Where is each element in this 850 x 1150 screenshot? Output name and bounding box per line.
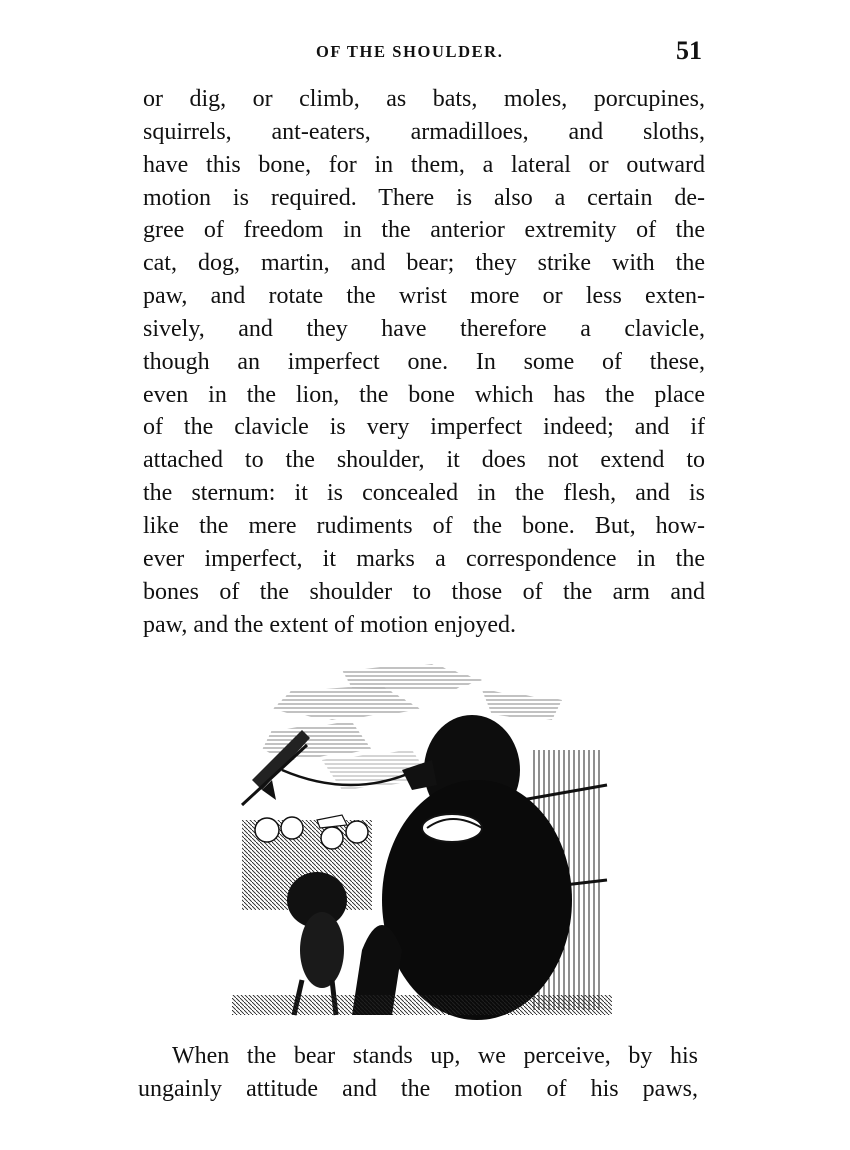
small-animal: [287, 872, 347, 1015]
text-line: attached to the shoulder, it does not extend to: [143, 447, 705, 474]
text-line: sively, and they have therefore a clavicle,: [143, 315, 705, 342]
paragraph-1: [143, 83, 705, 641]
text-line: bones of the shoulder to those of the arm and: [143, 578, 705, 605]
text-line: though an imperfect one. In some of these,: [143, 348, 705, 375]
text-line: motion is required. There is also a certain de-: [143, 184, 705, 211]
text-line: or dig, or climb, as bats, moles, porcupines,: [143, 86, 705, 112]
bear-illustration: [232, 650, 612, 1020]
running-head: OF THE SHOULDER.: [316, 42, 504, 61]
text-line: the sternum: it is concealed in the flesh, and is: [143, 480, 705, 507]
text-line: ever imperfect, it marks a correspondence in the: [143, 545, 705, 572]
text-line: ungainly attitude and the motion of his paws,: [138, 1075, 698, 1102]
text-line: paw, and rotate the wrist more or less exten-: [143, 283, 705, 310]
page-header: [0, 36, 850, 70]
text-line: like the mere rudiments of the bone. But, how-: [143, 512, 705, 539]
bear-engraving: [232, 650, 612, 1020]
text-line: When the bear stands up, we perceive, by his: [172, 1043, 698, 1069]
text-line: squirrels, ant-eaters, armadilloes, and sloths,: [143, 118, 705, 145]
paragraph-2: [138, 1040, 698, 1106]
ground: [232, 995, 612, 1015]
text-line: gree of freedom in the anterior extremity of the: [143, 217, 705, 244]
text-line: paw, and the extent of motion enjoyed.: [143, 611, 517, 638]
text-line: have this bone, for in them, a lateral or outward: [143, 151, 705, 178]
text-line: cat, dog, martin, and bear; they strike with the: [143, 250, 705, 277]
text-line: even in the lion, the bone which has the place: [143, 381, 705, 408]
page-number: 51: [676, 36, 702, 65]
text-line: of the clavicle is very imperfect indeed; and if: [143, 414, 705, 441]
